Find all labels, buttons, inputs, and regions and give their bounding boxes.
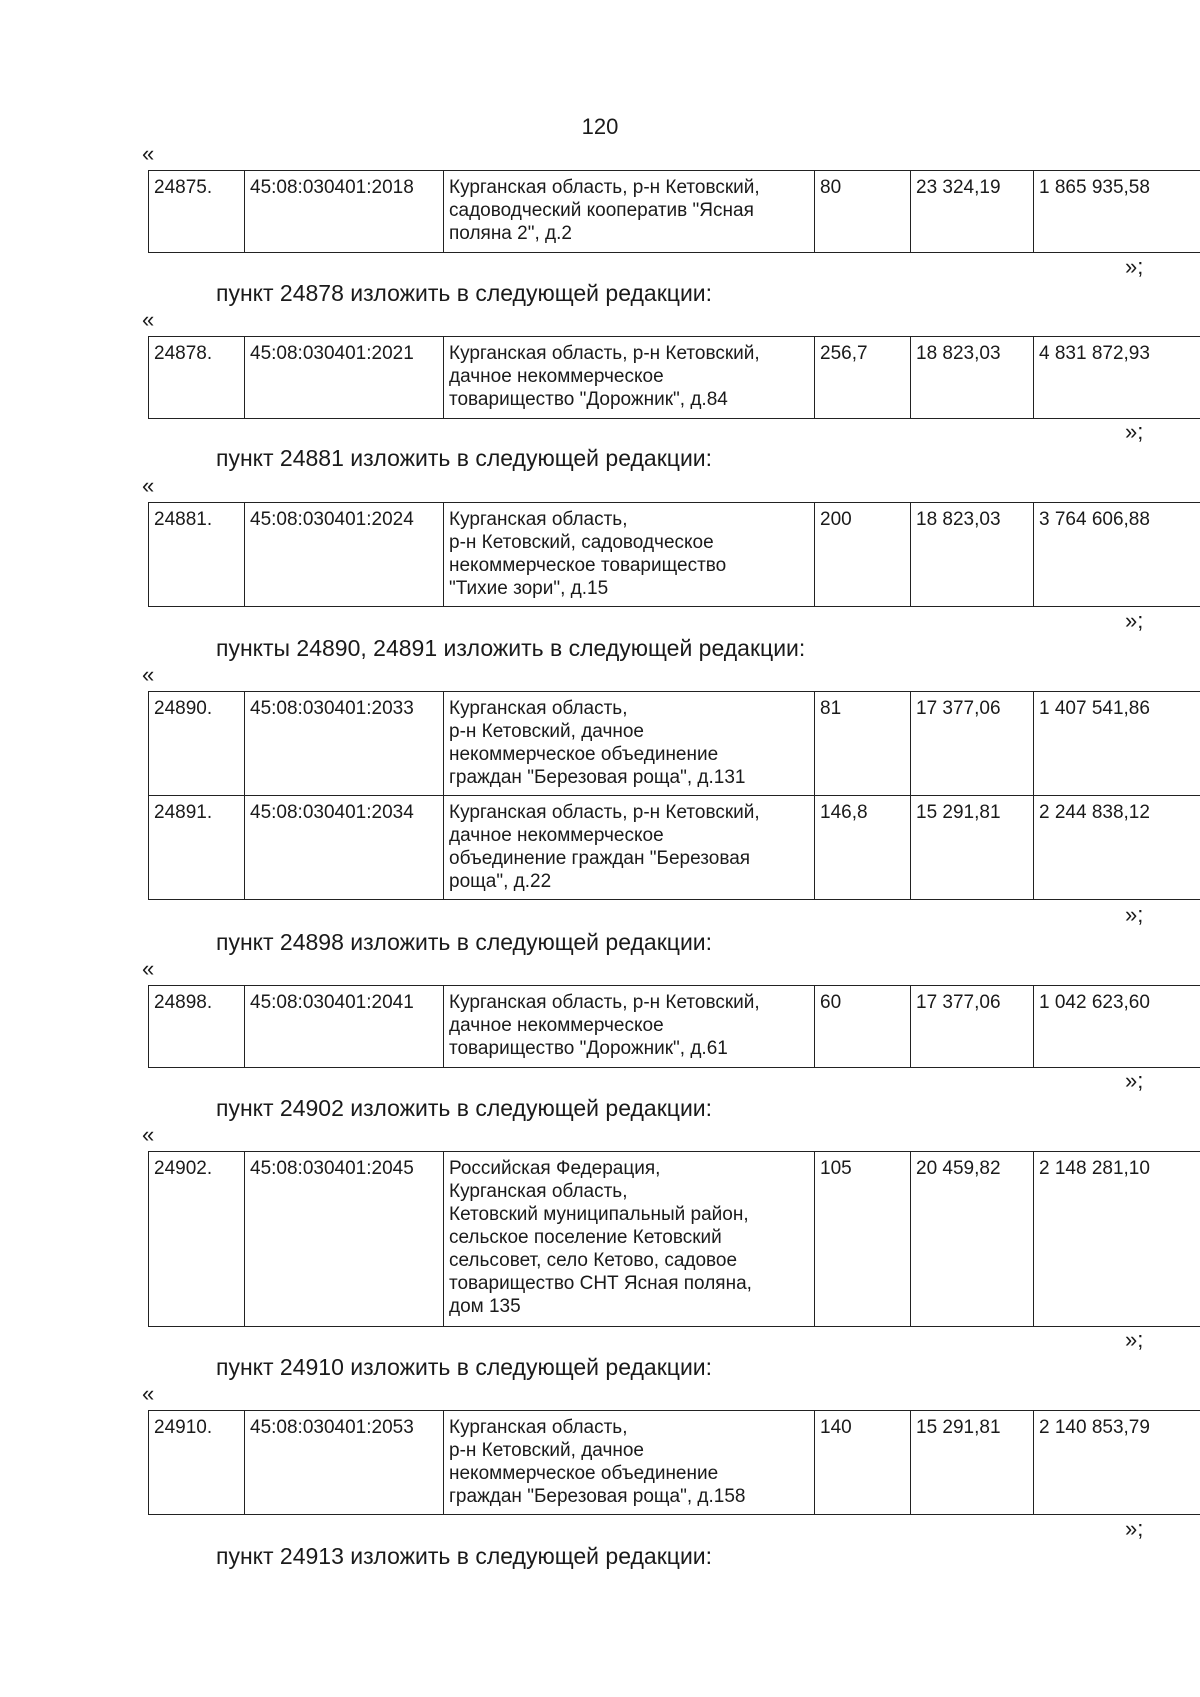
unit-value: 15 291,81 (911, 1411, 1034, 1515)
open-quote: « (142, 662, 155, 687)
total-value: 1 407 541,86 (1034, 692, 1200, 796)
cadastral-number: 45:08:030401:2033 (245, 692, 444, 796)
close-quote: »; (1125, 902, 1144, 927)
area: 256,7 (815, 337, 911, 419)
total-value: 2 244 838,12 (1034, 796, 1200, 900)
table-row (149, 692, 1200, 796)
row-number: 24910. (149, 1411, 245, 1515)
address: Курганская область, р-н Кетовский, дачное некоммерческое объединение граждан "Березовая роща", д.22 (444, 796, 815, 900)
unit-value: 17 377,06 (911, 692, 1034, 796)
cadastral-number: 45:08:030401:2034 (245, 796, 444, 900)
area: 146,8 (815, 796, 911, 900)
total-value: 1 042 623,60 (1034, 986, 1200, 1068)
record-table (148, 691, 1200, 900)
address: Курганская область, р-н Кетовский, дачное некоммерческое товарищество "Дорожник", д.61 (444, 986, 815, 1068)
instruction-text: пункт 24902 изложить в следующей редакции: (216, 1095, 713, 1121)
total-value: 4 831 872,93 (1034, 337, 1200, 419)
address: Курганская область, р-н Кетовский, дачное некоммерческое товарищество "Дорожник", д.84 (444, 337, 815, 419)
table-row (149, 1152, 1200, 1327)
instruction-text: пункт 24881 изложить в следующей редакции: (216, 445, 713, 471)
table-row (149, 503, 1200, 607)
cadastral-number: 45:08:030401:2041 (245, 986, 444, 1068)
cadastral-number: 45:08:030401:2024 (245, 503, 444, 607)
area: 140 (815, 1411, 911, 1515)
record-table (148, 502, 1200, 607)
instruction-text: пункт 24878 изложить в следующей редакции: (216, 280, 713, 306)
unit-value: 23 324,19 (911, 171, 1034, 253)
address: Российская Федерация, Курганская область, Кетовский муниципальный район, сельское поселение Кетовский сельсовет, село Кетово, садовое товарищество СНТ Ясная поляна, дом 135 (444, 1152, 815, 1327)
table-row (149, 337, 1200, 419)
record-table (148, 170, 1200, 253)
table-row (149, 1411, 1200, 1515)
address: Курганская область, р-н Кетовский, садоводческий кооператив "Ясная поляна 2", д.2 (444, 171, 815, 253)
row-number: 24898. (149, 986, 245, 1068)
instruction-text: пункт 24898 изложить в следующей редакции: (216, 929, 713, 955)
unit-value: 15 291,81 (911, 796, 1034, 900)
unit-value: 18 823,03 (911, 503, 1034, 607)
table-row (149, 986, 1200, 1068)
open-quote: « (142, 1381, 155, 1406)
instruction-text: пункт 24913 изложить в следующей редакции: (216, 1543, 713, 1569)
total-value: 1 865 935,58 (1034, 171, 1200, 253)
open-quote: « (142, 956, 155, 981)
area: 200 (815, 503, 911, 607)
record-table (148, 336, 1200, 419)
cadastral-number: 45:08:030401:2053 (245, 1411, 444, 1515)
record-table (148, 985, 1200, 1068)
total-value: 2 148 281,10 (1034, 1152, 1200, 1327)
area: 105 (815, 1152, 911, 1327)
close-quote: »; (1125, 608, 1144, 633)
row-number: 24881. (149, 503, 245, 607)
cadastral-number: 45:08:030401:2018 (245, 171, 444, 253)
row-number: 24875. (149, 171, 245, 253)
table-row (149, 171, 1200, 253)
address: Курганская область, р-н Кетовский, садоводческое некоммерческое товарищество "Тихие зори", д.15 (444, 503, 815, 607)
instruction-text: пункты 24890, 24891 изложить в следующей редакции: (216, 635, 806, 661)
cadastral-number: 45:08:030401:2045 (245, 1152, 444, 1327)
close-quote: »; (1125, 254, 1144, 279)
address: Курганская область, р-н Кетовский, дачное некоммерческое объединение граждан "Березовая роща", д.158 (444, 1411, 815, 1515)
open-quote: « (142, 307, 155, 332)
close-quote: »; (1125, 419, 1144, 444)
open-quote: « (142, 1122, 155, 1147)
row-number: 24902. (149, 1152, 245, 1327)
area: 80 (815, 171, 911, 253)
unit-value: 20 459,82 (911, 1152, 1034, 1327)
total-value: 2 140 853,79 (1034, 1411, 1200, 1515)
unit-value: 17 377,06 (911, 986, 1034, 1068)
page-number: 120 (581, 114, 619, 139)
record-table (148, 1151, 1200, 1327)
record-table (148, 1410, 1200, 1515)
area: 60 (815, 986, 911, 1068)
instruction-text: пункт 24910 изложить в следующей редакции: (216, 1354, 713, 1380)
table-row (149, 796, 1200, 900)
address: Курганская область, р-н Кетовский, дачное некоммерческое объединение граждан "Березовая роща", д.131 (444, 692, 815, 796)
row-number: 24891. (149, 796, 245, 900)
close-quote: »; (1125, 1516, 1144, 1541)
close-quote: »; (1125, 1068, 1144, 1093)
unit-value: 18 823,03 (911, 337, 1034, 419)
cadastral-number: 45:08:030401:2021 (245, 337, 444, 419)
open-quote: « (142, 141, 155, 166)
open-quote: « (142, 473, 155, 498)
area: 81 (815, 692, 911, 796)
row-number: 24878. (149, 337, 245, 419)
row-number: 24890. (149, 692, 245, 796)
close-quote: »; (1125, 1327, 1144, 1352)
total-value: 3 764 606,88 (1034, 503, 1200, 607)
